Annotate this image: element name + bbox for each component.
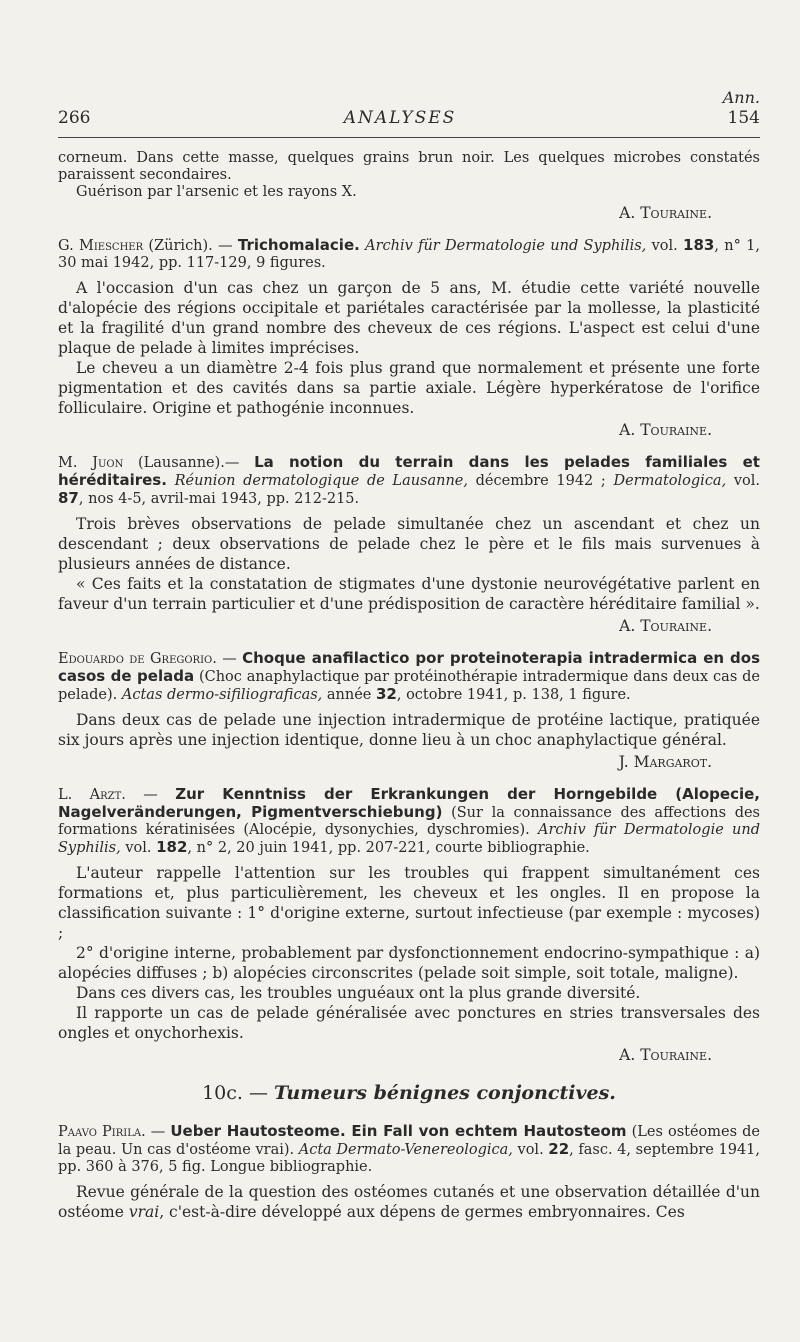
entry3-vol: 32 (375, 685, 397, 703)
entry3-trans: (Choc anaphylactique par protéinothérapie intradermique dans deux cas de pelade). (58, 669, 760, 703)
entry3-p1: Dans deux cas de pelade une injection intradermique de protéine lactique, pratiquée six jours après une injection identique, donne lieu à un choc anaphylactique général. (58, 711, 760, 749)
entry3-author: Edouardo de Gregorio. (58, 651, 217, 667)
section-heading (58, 1083, 760, 1103)
entry1-citation (58, 237, 760, 272)
entry1-p2: Le cheveu a un diamètre 2-4 fois plus grand que normalement et présente une forte pigmentation et des cavités dans sa partie axiale. Légère hyperkératose de l'orifice folliculaire. Origine et pathogénie inconnues. (58, 359, 760, 417)
entry5-p1a: Revue générale de la question des ostéomes cutanés et une observation détaillée d'un ostéome (58, 1183, 760, 1221)
entry1-author: G. Miescher (58, 238, 144, 254)
entry5-sep: — (145, 1124, 171, 1140)
entry4-trans: (Sur la connaissance des affections des formations kératinisées (Alocépie, dysonychies, dyschromies). (58, 805, 760, 838)
entry3-ref-b: , octobre 1941, p. 138, 1 figure. (396, 687, 631, 703)
entry2-ref-b: vol. (726, 473, 761, 489)
page-body (58, 150, 760, 1222)
entry1-ref-b: , n° 1, 30 mai 1942, pp. 117-129, 9 figures. (58, 238, 760, 271)
entry4-ref-b: , n° 2, 20 juin 1941, pp. 207-221, courte bibliographie. (187, 840, 590, 856)
entry3-title: Choque anafilactico por proteinoterapia intradermica en dos casos de pelada (58, 649, 761, 685)
entry2-journal2: Dermatologica, (613, 473, 727, 489)
entry1-signature: A. Touraine. (619, 421, 712, 439)
entry4-vol: 182 (156, 838, 188, 856)
entry5-p1c: , c'est-à-dire développé aux dépens de germes embryonnaires. Ces (159, 1203, 685, 1221)
entry4-ref-a: vol. (120, 840, 157, 856)
entry2-vol: 87 (58, 489, 79, 507)
entry2-title: La notion du terrain dans les pelades familiales et héréditaires. (58, 453, 760, 489)
entry4-signature: A. Touraine. (619, 1046, 712, 1064)
header-ann: Ann. (722, 88, 760, 107)
entry4-p3: Dans ces divers cas, les troubles unguéaux ont la plus grande diversité. (76, 984, 641, 1002)
entry4-citation (58, 786, 760, 857)
entry1-journal: Archiv für Dermatologie und Syphilis, (359, 238, 647, 254)
entry0-text: corneum. Dans cette masse, quelques grains brun noir. Les quelques microbes constatés paraissent secondaires. (58, 150, 760, 183)
page-number: 266 (58, 108, 91, 128)
entry5-vol: 22 (548, 1140, 570, 1158)
running-title: ANALYSES (343, 108, 457, 128)
entry5-title: Ueber Hautosteome. Ein Fall von echtem Hautosteom (170, 1122, 627, 1140)
entry1-title: Trichomalacie. (237, 236, 360, 254)
entry4-journal: Archiv für Dermatologie und Syphilis, (58, 822, 760, 856)
entry2-author: M. Juon (58, 455, 124, 471)
entry2-ref-a: décembre 1942 ; (468, 473, 614, 489)
entry2-journal: Réunion dermatologique de Lausanne, (166, 473, 469, 489)
entry3-sep: — (216, 651, 243, 667)
entry4-p2: 2° d'origine interne, probablement par dysfonctionnement endocrino-sympathique : a) alopécies diffuses ; b) alopécies circonscrites (pelade soit simple, soit totale, maligne). (58, 944, 760, 982)
section-title: Tumeurs bénignes conjonctives. (274, 1082, 616, 1104)
entry5-ref-a: vol. (512, 1142, 549, 1158)
entry3-signature: J. Margarot. (618, 753, 712, 771)
entry4-p1: L'auteur rappelle l'attention sur les troubles qui frappent simultanément ces formations et, plus particulièrement, les cheveux et les ongles. Il en propose la classification suivante : 1° d'origine externe, surtout infectieuse (par exemple : mycoses) ; (58, 864, 760, 942)
entry4-title: Zur Kenntniss der Erkrankungen der Horngebilde (Alopecie, Nagelveränderungen, Pigmentverschiebung) (58, 785, 760, 821)
entry2-signature: A. Touraine. (619, 617, 712, 635)
entry5-ref-b: , fasc. 4, septembre 1941, pp. 360 à 376, 5 fig. Longue bibliographie. (58, 1142, 761, 1175)
entry4-sep: — (125, 787, 176, 803)
entry5-p1b: vrai (128, 1203, 160, 1221)
entry3-journal: Actas dermo-sifiliograficas, (121, 687, 323, 703)
entry1-place: (Zürich). — (143, 238, 238, 254)
entry1-vol: 183 (683, 236, 715, 254)
entry5-trans: (Les ostéomes de la peau. Un cas d'ostéome vrai). (58, 1124, 761, 1158)
entry2-p2: « Ces faits et la constatation de stigmates d'une dystonie neurovégétative parlent en faveur d'un terrain particulier et d'une prédisposition de caractère héréditaire familial ». (58, 575, 760, 613)
entry3-citation (58, 650, 760, 704)
section-number: 10c. — (202, 1082, 275, 1104)
entry0-text2: Guérison par l'arsenic et les rayons X. (76, 184, 357, 200)
entry5-journal: Acta Dermato-Venereologica, (298, 1142, 513, 1158)
entry2-ref-c: , nos 4-5, avril-mai 1943, pp. 212-215. (78, 491, 360, 507)
entry5-citation (58, 1123, 760, 1176)
entry1-ref-a: vol. (646, 238, 684, 254)
entry5-author: Paavo Pirila. (58, 1124, 146, 1140)
entry0-signature: A. Touraine. (619, 204, 712, 222)
entry5-p1 (58, 1182, 760, 1222)
volume-number: 154 (727, 108, 760, 128)
entry2-citation (58, 454, 760, 508)
entry2-place: (Lausanne).— (123, 455, 255, 471)
entry2-p1: Trois brèves observations de pelade simultanée chez un ascendant et chez un descendant ; deux observations de pelade chez le père et le fils mais survenues à plusieurs années de distance. (58, 515, 760, 573)
entry4-author: L. Arzt. (58, 787, 126, 803)
entry1-p1: A l'occasion d'un cas chez un garçon de 5 ans, M. étudie cette variété nouvelle d'alopécie des régions occipitale et pariétales caractérisée par la mollesse, la plasticité et la fragilité d'un grand nombre des cheveux de ces régions. L'aspect est celui d'une plaque de pelade à limites imprécises. (58, 279, 760, 357)
entry4-p4: Il rapporte un cas de pelade généralisée avec ponctures en stries transversales des ongles et onychorhexis. (58, 1004, 760, 1042)
header-rule (58, 137, 760, 138)
entry3-ref-a: année (322, 687, 376, 703)
